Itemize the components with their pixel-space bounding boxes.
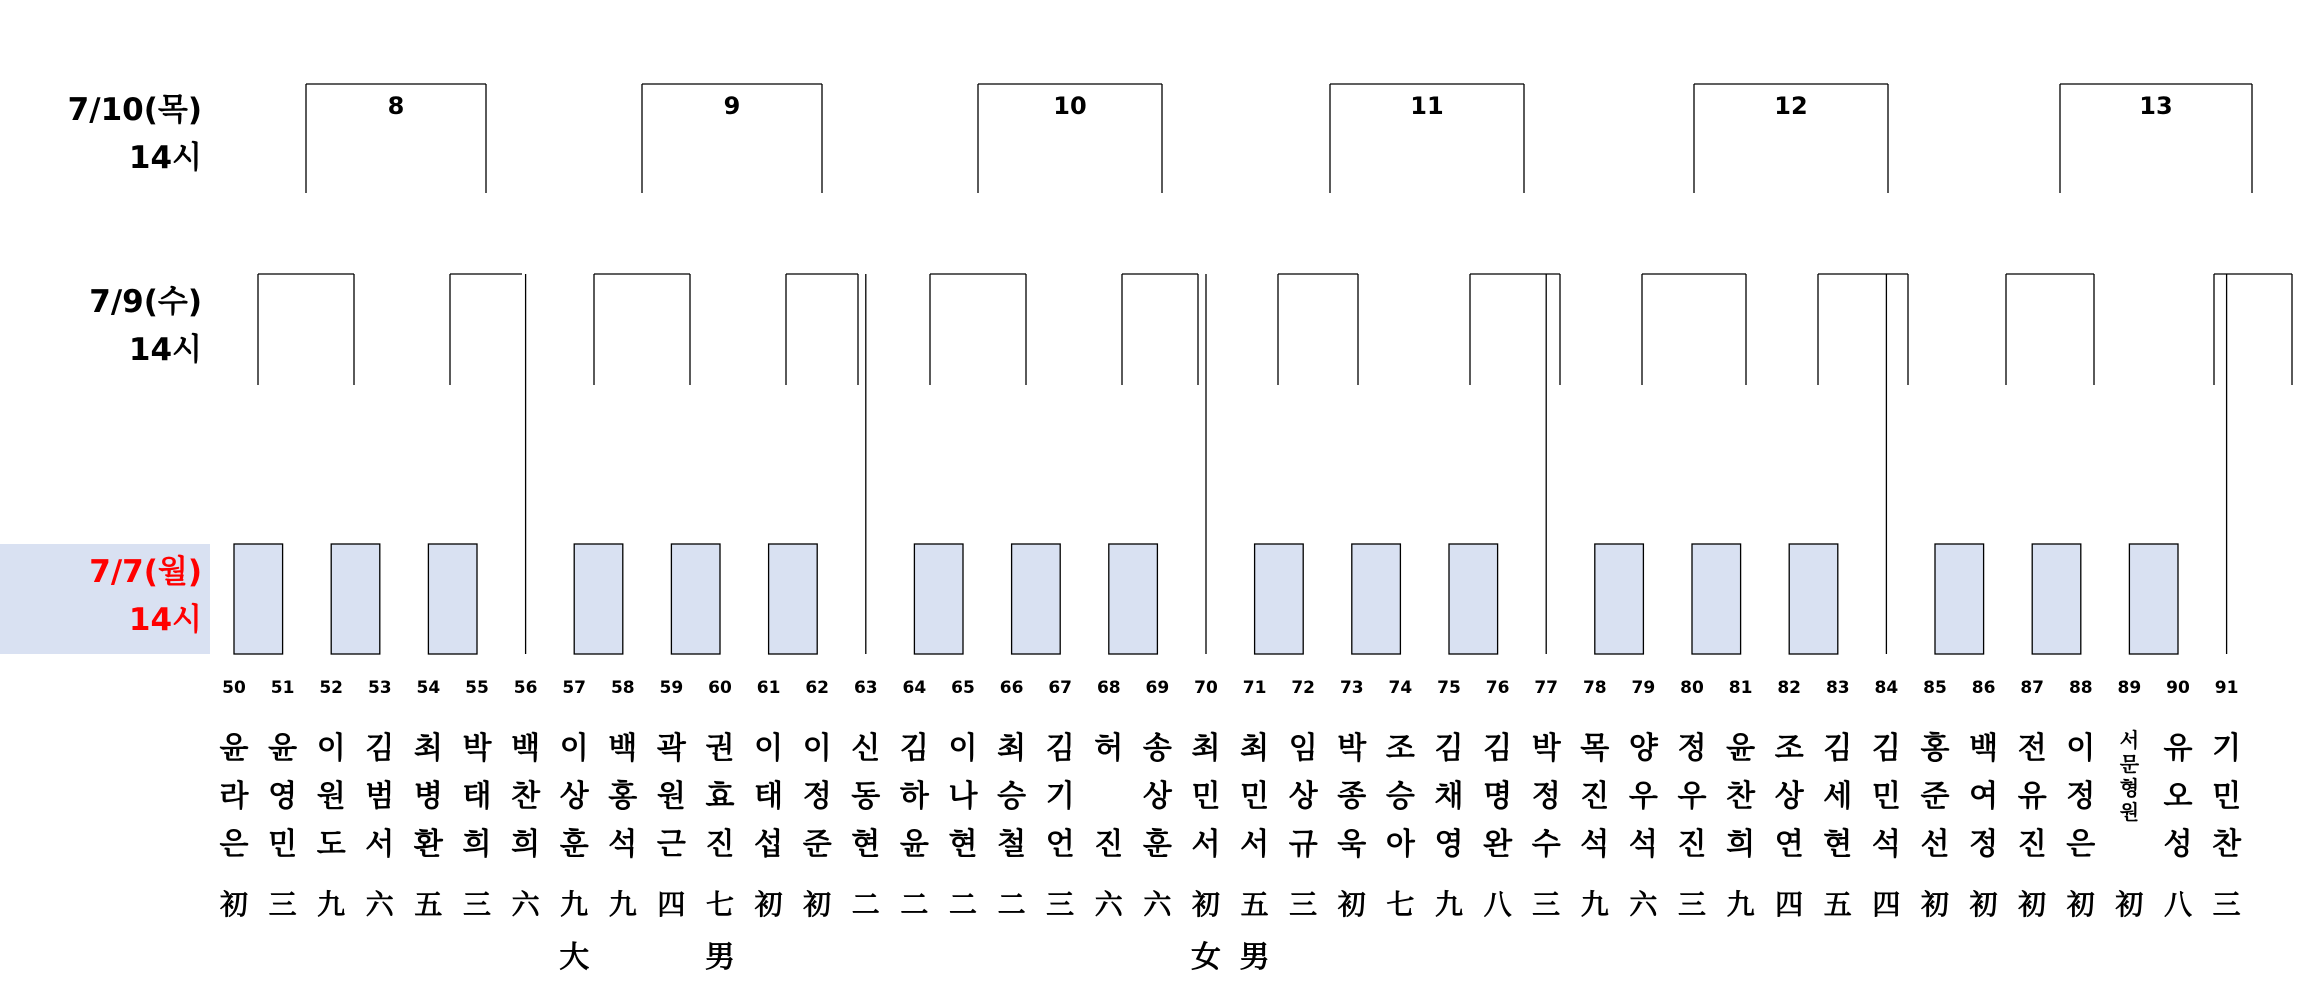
slot-number: 52	[319, 678, 344, 698]
player-name-char: 영	[1434, 827, 1464, 862]
player-grade: 九	[317, 888, 346, 921]
player-name-char: 윤	[1726, 731, 1756, 766]
player-name-char: 찬	[2212, 827, 2242, 862]
player-name-char: 형	[2119, 776, 2140, 800]
player-name	[1425, 725, 1473, 869]
match-number-label: 11	[1410, 92, 1444, 120]
first-round-box	[1255, 544, 1304, 654]
player-name-char: 민	[1240, 779, 1270, 814]
player-name-char: 박	[462, 731, 492, 766]
first-round-box	[914, 544, 963, 654]
slot-number: 71	[1242, 678, 1267, 698]
player-name-char: 라	[219, 779, 249, 814]
player-name-char: 성	[2163, 827, 2193, 862]
player-note: 男	[1239, 940, 1270, 975]
player-name-char: 원	[2119, 800, 2140, 824]
slot-number: 51	[270, 678, 295, 698]
player-grade: 三	[1289, 888, 1318, 921]
player-name-char: 윤	[268, 731, 298, 766]
first-round-box	[331, 544, 380, 654]
player-name	[1231, 725, 1279, 869]
player-grade: 初	[2115, 888, 2144, 921]
player-name	[453, 725, 501, 869]
player-name-char: 희	[1726, 827, 1756, 862]
player-name-char: 아	[1385, 827, 1415, 862]
slot-number: 70	[1194, 678, 1218, 698]
player-name-char: 은	[219, 827, 249, 862]
player-name-char: 김	[1483, 731, 1513, 766]
player-name-char: 섭	[754, 827, 784, 862]
player-grade: 六	[511, 888, 540, 921]
player-name-char: 정	[1531, 779, 1561, 814]
player-name-char: 김	[365, 731, 395, 766]
player-name-char: 서	[2119, 728, 2140, 752]
slot-number: 88	[2068, 678, 2093, 698]
player-name-char: 김	[1434, 731, 1464, 766]
player-name-char: 훈	[1142, 827, 1172, 862]
slot-number: 85	[1923, 678, 1947, 698]
player-name-char: 신	[851, 731, 881, 766]
player-name-char: 수	[1531, 827, 1561, 862]
player-grade: 初	[1969, 888, 1998, 921]
player-name-char: 임	[1288, 731, 1318, 766]
slot-number: 82	[1777, 678, 1802, 698]
player-name-char: 전	[2017, 731, 2047, 766]
player-name-char: 원	[316, 779, 346, 814]
player-grade: 三	[1677, 888, 1706, 921]
player-name-char	[1085, 773, 1133, 821]
player-name-char: 정	[1677, 731, 1707, 766]
player-name-char: 규	[1288, 827, 1318, 862]
player-name-char: 석	[1580, 827, 1610, 862]
player-grade: 初	[2066, 888, 2095, 921]
player-grade: 五	[1240, 888, 1269, 921]
player-grade: 五	[1823, 888, 1852, 921]
match-number-label: 12	[1774, 92, 1808, 120]
player-name-char: 진	[1580, 779, 1610, 814]
player-grade: 九	[608, 888, 637, 921]
player-grade: 三	[268, 888, 297, 921]
player-name-char: 상	[1288, 779, 1318, 814]
player-name-char: 이	[2066, 731, 2096, 766]
player-name-char: 허	[1094, 731, 1124, 766]
player-grade: 初	[1337, 888, 1366, 921]
player-name	[1133, 725, 1181, 869]
player-name	[696, 725, 744, 869]
first-round-box	[769, 544, 818, 654]
player-name-char: 김	[899, 731, 929, 766]
player-name-char: 진	[705, 827, 735, 862]
player-name	[988, 725, 1036, 869]
player-name	[1911, 725, 1959, 869]
round-2-time: 14시	[128, 332, 202, 368]
slot-number: 80	[1680, 678, 1704, 698]
first-round-box	[1109, 544, 1158, 654]
player-name	[842, 725, 890, 869]
slot-number: 81	[1728, 678, 1753, 698]
player-grade: 四	[657, 888, 686, 921]
round-1-date: 7/7(월)	[89, 554, 202, 590]
player-grade: 初	[803, 888, 832, 921]
player-name-char: 완	[1483, 827, 1513, 862]
player-name	[599, 725, 647, 869]
slot-number: 90	[2166, 678, 2190, 698]
player-name-char: 문	[2119, 752, 2140, 776]
player-name-char: 태	[462, 779, 492, 814]
player-name	[1619, 725, 1667, 869]
player-name-char: 영	[268, 779, 298, 814]
player-grade: 六	[365, 888, 394, 921]
player-name	[2203, 725, 2251, 869]
player-name-char: 현	[948, 827, 978, 862]
player-name-char: 박	[1337, 731, 1367, 766]
player-grade: 七	[1386, 888, 1415, 921]
slot-number: 91	[2214, 678, 2239, 698]
player-name-char: 현	[1823, 827, 1853, 862]
slot-number: 61	[756, 678, 781, 698]
player-name-char: 찬	[511, 779, 541, 814]
slot-number: 63	[853, 678, 878, 698]
player-grade: 二	[948, 888, 977, 921]
player-name-char: 하	[899, 779, 929, 814]
first-round-box	[1692, 544, 1741, 654]
player-name-char: 유	[2163, 731, 2193, 766]
player-name-char: 서	[1240, 827, 1270, 862]
player-name-char: 우	[1628, 779, 1658, 814]
player-name-char: 여	[1969, 779, 1999, 814]
player-grade: 三	[1046, 888, 1075, 921]
player-name-char: 목	[1580, 731, 1610, 766]
player-name-char: 상	[559, 779, 589, 814]
player-name-char: 민	[1871, 779, 1901, 814]
player-grade: 初	[754, 888, 783, 921]
first-round-box	[1935, 544, 1984, 654]
player-name-char: 준	[1920, 779, 1950, 814]
player-name-char: 송	[1142, 731, 1172, 766]
player-name-char: 석	[608, 827, 638, 862]
player-grade: 三	[1532, 888, 1561, 921]
player-name-char: 기	[1045, 779, 1075, 814]
player-name	[1522, 725, 1570, 869]
player-name-char: 진	[2017, 827, 2047, 862]
slot-number: 72	[1291, 678, 1316, 698]
player-grade: 六	[1629, 888, 1658, 921]
slot-number: 83	[1825, 678, 1850, 698]
slot-number: 76	[1485, 678, 1510, 698]
player-name-char: 희	[462, 827, 492, 862]
player-name-char: 은	[2066, 827, 2096, 862]
match-number-label: 10	[1053, 92, 1087, 120]
player-name-char: 우	[1677, 779, 1707, 814]
player-grade: 三	[462, 888, 491, 921]
player-name	[2008, 725, 2056, 869]
player-name-char: 윤	[219, 731, 249, 766]
player-name-char: 오	[2163, 779, 2193, 814]
player-name-char: 범	[365, 779, 395, 814]
player-name-char: 석	[1628, 827, 1658, 862]
first-round-box	[1595, 544, 1644, 654]
slot-number: 79	[1631, 678, 1656, 698]
player-grade: 四	[1775, 888, 1804, 921]
player-name	[939, 725, 987, 869]
player-grade: 四	[1872, 888, 1901, 921]
player-name-char: 정	[1969, 827, 1999, 862]
player-name-char: 민	[268, 827, 298, 862]
player-name-char: 정	[2066, 779, 2096, 814]
player-name-char: 곽	[656, 731, 686, 766]
player-name	[210, 725, 258, 869]
slot-number: 50	[222, 678, 246, 698]
player-name	[1571, 725, 1619, 869]
player-name	[356, 725, 404, 869]
player-name-char: 나	[948, 779, 978, 814]
player-name	[1328, 725, 1376, 869]
player-grade: 二	[997, 888, 1026, 921]
slot-number: 58	[610, 678, 635, 698]
slot-number: 69	[1145, 678, 1170, 698]
first-round-box	[2129, 544, 2178, 654]
player-name-char: 종	[1337, 779, 1367, 814]
player-name	[307, 725, 355, 869]
first-round-box	[1449, 544, 1498, 654]
player-name	[1036, 725, 1084, 869]
player-name-char: 윤	[899, 827, 929, 862]
player-name	[502, 725, 550, 869]
slot-number: 62	[805, 678, 830, 698]
player-name-char: 홍	[1920, 731, 1950, 766]
player-note: 女	[1191, 940, 1221, 975]
player-name-char: 진	[1094, 827, 1124, 862]
player-name	[745, 725, 793, 869]
player-name-char: 홍	[608, 779, 638, 814]
player-name-char: 최	[997, 731, 1027, 766]
player-grade: 九	[1580, 888, 1609, 921]
player-grade: 初	[1920, 888, 1949, 921]
player-name-char: 이	[559, 731, 589, 766]
player-name-char: 이	[316, 731, 346, 766]
match-number-label: 9	[723, 92, 741, 120]
player-name-char: 세	[1823, 779, 1853, 814]
player-name	[1279, 725, 1327, 869]
player-name	[2154, 725, 2202, 869]
first-round-box	[2032, 544, 2081, 654]
player-name-char: 최	[1240, 731, 1270, 766]
slot-number: 55	[465, 678, 489, 698]
player-name-char: 철	[997, 827, 1027, 862]
player-note: 大	[559, 940, 590, 975]
round-1-time: 14시	[128, 602, 202, 638]
round-2-date: 7/9(수)	[89, 284, 202, 320]
player-name	[404, 725, 452, 869]
player-name	[1814, 725, 1862, 869]
slot-number: 57	[562, 678, 587, 698]
player-name-char: 민	[1191, 779, 1221, 814]
slot-number: 89	[2117, 678, 2142, 698]
slot-number: 56	[513, 678, 538, 698]
player-name-char: 석	[1871, 827, 1901, 862]
player-name	[890, 725, 938, 869]
player-grade: 二	[851, 888, 880, 921]
player-grade: 二	[900, 888, 929, 921]
player-name	[2057, 725, 2105, 869]
player-name-char: 희	[511, 827, 541, 862]
player-name-char: 준	[802, 827, 832, 862]
player-name-char: 조	[1385, 731, 1415, 766]
player-name-char: 태	[754, 779, 784, 814]
player-grade: 初	[219, 888, 248, 921]
player-name-char: 최	[1191, 731, 1221, 766]
player-name-char: 상	[1142, 779, 1172, 814]
player-name-char: 서	[365, 827, 395, 862]
player-name	[550, 725, 598, 869]
player-name-char: 채	[1434, 779, 1464, 814]
player-grade: 九	[1726, 888, 1755, 921]
player-grade: 八	[2163, 888, 2192, 921]
first-round-box	[574, 544, 623, 654]
player-name-char: 연	[1774, 827, 1804, 862]
player-name	[1717, 725, 1765, 869]
slot-number: 75	[1437, 678, 1461, 698]
slot-number: 54	[416, 678, 441, 698]
player-grade: 七	[705, 888, 734, 921]
player-name-char: 승	[997, 779, 1027, 814]
player-name-char: 동	[851, 779, 881, 814]
player-grade: 五	[414, 888, 443, 921]
slot-number: 65	[951, 678, 975, 698]
player-name	[1182, 725, 1230, 869]
player-grade: 初	[1191, 888, 1220, 921]
player-name-char: 찬	[1726, 779, 1756, 814]
first-round-box	[671, 544, 720, 654]
player-name	[1376, 725, 1424, 869]
player-grade: 六	[1143, 888, 1172, 921]
player-name-char: 최	[413, 731, 443, 766]
slot-number: 84	[1874, 678, 1899, 698]
player-note: 男	[705, 940, 735, 975]
player-name-char: 권	[705, 731, 735, 766]
player-grade: 八	[1483, 888, 1512, 921]
player-name	[1474, 725, 1522, 869]
player-name-char: 병	[413, 779, 443, 814]
player-name-char: 이	[802, 731, 832, 766]
slot-number: 59	[659, 678, 684, 698]
player-name	[647, 725, 695, 869]
player-name	[2105, 728, 2153, 824]
slot-number: 74	[1388, 678, 1413, 698]
slot-number: 60	[708, 678, 732, 698]
player-name-char: 백	[1969, 731, 1999, 766]
slot-number: 66	[999, 678, 1024, 698]
player-name-char: 조	[1774, 731, 1804, 766]
slot-number: 73	[1339, 678, 1364, 698]
player-name	[1085, 725, 1133, 869]
slot-number: 53	[367, 678, 392, 698]
player-name-char: 백	[608, 731, 638, 766]
match-number-label: 8	[387, 92, 405, 120]
player-name-char: 승	[1385, 779, 1415, 814]
player-grade: 九	[560, 888, 589, 921]
first-round-box	[234, 544, 283, 654]
player-name-char: 이	[948, 731, 978, 766]
player-grade: 九	[1434, 888, 1463, 921]
slot-number: 87	[2020, 678, 2045, 698]
player-name-char: 김	[1823, 731, 1853, 766]
player-name	[1765, 725, 1813, 869]
player-name-char: 이	[754, 731, 784, 766]
first-round-box	[1352, 544, 1401, 654]
player-name-char: 민	[2212, 779, 2242, 814]
slot-number: 77	[1534, 678, 1559, 698]
player-name-char: 도	[316, 827, 346, 862]
player-name	[259, 725, 307, 869]
player-name	[1668, 725, 1716, 869]
player-name-char: 진	[1677, 827, 1707, 862]
player-name-char: 백	[511, 731, 541, 766]
player-name-char: 현	[851, 827, 881, 862]
player-name-char: 명	[1483, 779, 1513, 814]
match-number-label: 13	[2139, 92, 2173, 120]
player-name-char: 김	[1045, 731, 1075, 766]
player-name-char: 기	[2212, 731, 2242, 766]
player-name	[1960, 725, 2008, 869]
player-grade: 三	[2212, 888, 2241, 921]
player-name-char: 원	[656, 779, 686, 814]
player-name-char: 정	[802, 779, 832, 814]
player-name-char: 근	[656, 827, 686, 862]
first-round-box	[1012, 544, 1061, 654]
player-name-char: 언	[1045, 827, 1075, 862]
player-name-char: 효	[705, 779, 735, 814]
player-name-char: 양	[1628, 731, 1658, 766]
player-name	[1862, 725, 1910, 869]
round-3-date: 7/10(목)	[67, 92, 202, 128]
player-name-char: 김	[1871, 731, 1901, 766]
first-round-box	[428, 544, 477, 654]
player-name-char: 욱	[1337, 827, 1367, 862]
player-name-char: 환	[413, 827, 443, 862]
player-name-char: 선	[1920, 827, 1950, 862]
round-3-time: 14시	[128, 140, 202, 176]
player-grade: 六	[1094, 888, 1123, 921]
player-name-char: 훈	[559, 827, 589, 862]
slot-number: 64	[902, 678, 927, 698]
player-name-char: 박	[1531, 731, 1561, 766]
player-name-char: 상	[1774, 779, 1804, 814]
first-round-box	[1789, 544, 1838, 654]
slot-number: 67	[1048, 678, 1073, 698]
slot-number: 86	[1971, 678, 1996, 698]
player-name	[793, 725, 841, 869]
player-name-char: 유	[2017, 779, 2047, 814]
player-name-char: 서	[1191, 827, 1221, 862]
slot-number: 78	[1582, 678, 1607, 698]
slot-number: 68	[1096, 678, 1121, 698]
player-grade: 初	[2018, 888, 2047, 921]
